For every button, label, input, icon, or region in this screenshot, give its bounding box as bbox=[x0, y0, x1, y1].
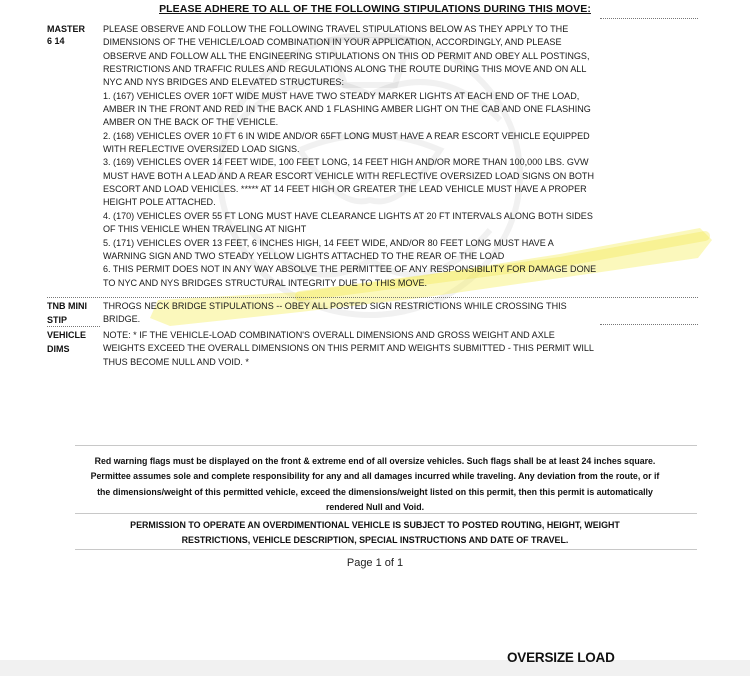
divider bbox=[75, 445, 697, 446]
section-label-vehicle-dims: VEHICLE DIMS bbox=[47, 330, 87, 354]
warning-notice: Red warning flags must be displayed on the front & extreme end of all oversize vehicles. Such flags shall be at least 24 inches square. Permittee assumes sole and complete responsibility for any and all damages incurred while traveling. Any deviation from the route, or if the dimensions/weight of this permitted vehicle, exceed the dimensions/weight listed on this permit, then this permit is automatically rendered Null and Void. bbox=[90, 456, 660, 513]
row-divider bbox=[47, 297, 698, 298]
master-stipulations-text: PLEASE OBSERVE AND FOLLOW THE FOLLOWING TRAVEL STIPULATIONS BELOW AS THEY APPLY TO THE DIMENSIONS OF THE VEHICLE/LOAD COMBINATION IN YOUR APPLICATION, ACCORDINGLY, AND PLEASE OBSERVE AND FOLLOW ALL THE ENGINEERING STIPULATIONS ON THIS OD PERMIT AND OBEY ALL POSTINGS, RESTRICTIONS AND TRAFFIC RULES AND REGULATIONS ALONG THE ROUTE DURING THIS MOVE AND ON ALL NYC AND NYS BRIDGES AND ELEVATED STRUCTURES: 1. (167) VEHICLES OVER 10FT WIDE MUST HAVE TWO STEADY MARKER LIGHTS AT EACH END OF THE LOAD, AMBER IN THE FRONT AND RED IN THE BACK AND 1 FLASHING AMBER LIGHT ON THE CAB AND ONE FLASHING AMBER ON THE BACK OF THE VEHICLE. 2. (168) VEHICLES OVER 10 FT 6 IN WIDE AND/OR 65FT LONG MUST HAVE A REAR ESCORT VEHICLE EQUIPPED WITH REFLECTIVE OVERSIZED LOAD SIGNS. 3. (169) VEHICLES OVER 14 FEET WIDE, 100 FEET LONG, 14 FEET HIGH AND/OR MORE THAN 100,000 LBS. GVW MUST HAVE BOTH A LEAD AND A REAR ESCORT VEHICLE WITH REFLECTIVE OVERSIZED LOAD SIGNS ON BOTH ESCORT AND LOAD VEHICLES. ***** AT 14 FEET HIGH OR GREATER THE LEAD VEHICLE MUST HAVE A PROPER HEIGHT POLE ATTACHED. 4. (170) VEHICLES OVER 55 FT LONG MUST HAVE CLEARANCE LIGHTS AT 20 FT INTERVALS ALONG BOTH SIDES OF THIS VEHICLE WHEN TRAVELING AT NIGHT 5. (171) VEHICLES OVER 13 FEET, 6 INCHES HIGH, 14 FEET WIDE, AND/OR 80 FEET LONG MUST HAVE A WARNING SIGN AND TWO STEADY YELLOW LIGHTS ATTACHED TO THE REAR OF THE LOAD 6. THIS PERMIT DOES NOT IN ANY WAY ABSOLVE THE PERMITTEE OF ANY RESPONSIBILITY FOR DAMAGE DONE TO NYC AND NYS BRIDGES STRUCTURAL INTEGRITY DUE TO THIS MOVE. bbox=[103, 24, 597, 288]
page-title: PLEASE ADHERE TO ALL OF THE FOLLOWING STIPULATIONS DURING THIS MOVE: bbox=[159, 3, 591, 15]
page-number: Page 1 of 1 bbox=[346, 557, 404, 569]
viewer-bottom-strip bbox=[0, 660, 750, 676]
section-label-master: MASTER 6 14 bbox=[47, 24, 85, 46]
divider bbox=[75, 513, 697, 514]
row-divider bbox=[600, 324, 698, 325]
divider bbox=[75, 549, 697, 550]
row-divider bbox=[47, 326, 100, 327]
vehicle-dims-text: NOTE: * IF THE VEHICLE-LOAD COMBINATION'S OVERALL DIMENSIONS AND GROSS WEIGHT AND AXLE WEIGHTS EXCEED THE OVERALL DIMENSIONS ON THIS PERMIT AND WEIGHTS SUBMITTED - THIS PERMIT WILL THUS BECOME NULL AND VOID. * bbox=[103, 330, 594, 367]
permission-notice: PERMISSION TO OPERATE AN OVERDIMENTIONAL VEHICLE IS SUBJECT TO POSTED ROUTING, HEIGHT, WEIGHT RESTRICTIONS, VEHICLE DESCRIPTION, SPECIAL INSTRUCTIONS AND DATE OF TRAVEL. bbox=[130, 520, 620, 545]
oversize-load-label: OVERSIZE LOAD bbox=[507, 650, 615, 665]
row-divider bbox=[600, 18, 698, 19]
tnb-stipulations-text: THROGS NECK BRIDGE STIPULATIONS -- OBEY ALL POSTED SIGN RESTRICTIONS WHILE CROSSING THIS BRIDGE. bbox=[103, 301, 567, 325]
section-label-tnb: TNB MINI STIP bbox=[47, 301, 87, 325]
